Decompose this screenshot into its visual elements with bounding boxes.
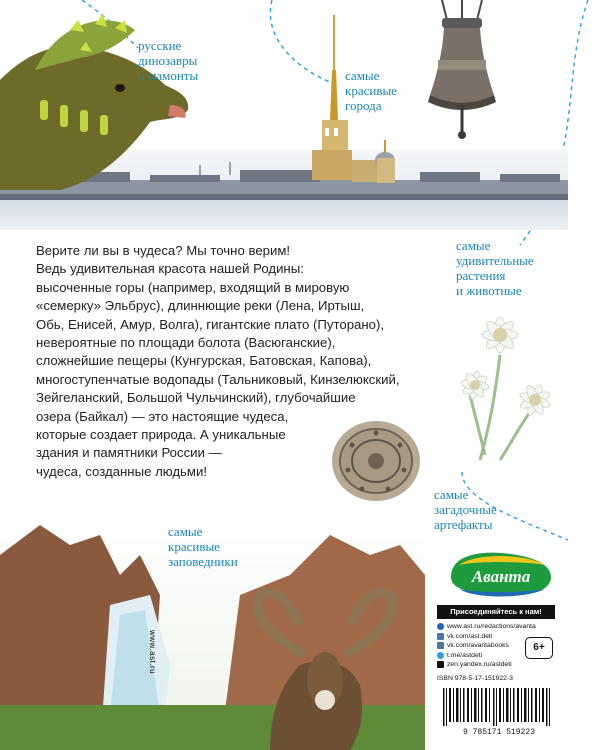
- description-line: которые создает природа. А уникальные: [36, 427, 286, 443]
- description-line: Ведь удивительная красота нашей Родины:: [36, 261, 304, 277]
- description-line: «семерку» Эльбрус), длиннющие реки (Лена, Иртыш,: [36, 298, 365, 314]
- description-line: Обь, Енисей, Амур, Волга), гигантские плато (Путорано),: [36, 316, 385, 332]
- link-zen[interactable]: zen.yandex.ru/astdeti: [437, 660, 561, 670]
- description-line: невероятные по площади болота (Васюганские),: [36, 335, 336, 351]
- description-line: Зейгеланский, Большой Чульчинский), глубочайшие: [36, 390, 356, 406]
- isbn-number: ISBN 978-5-17-151922-3: [437, 675, 513, 682]
- label-cities: самые красивые города: [345, 68, 397, 113]
- vk-icon: [437, 642, 444, 649]
- brand-name: Аванта: [471, 567, 531, 586]
- avanta-logo: [445, 547, 557, 599]
- description-line: высоченные горы (например, входящий в мировую: [36, 279, 350, 295]
- description-line: сложнейшие пещеры (Кунгурская, Батовская, Капова),: [36, 353, 372, 369]
- zen-icon: [437, 661, 444, 668]
- description-line: здания и памятники России —: [36, 445, 222, 461]
- label-artifacts: самые загадочные артефакты: [434, 487, 497, 532]
- edelweiss-flowers-image: [440, 295, 570, 465]
- description-line: чудеса, созданные людьми!: [36, 463, 208, 479]
- description-line: озера (Байкал) — это настоящие чудеса,: [36, 408, 289, 424]
- link-website[interactable]: www.ast.ru/redactions/avanta: [437, 622, 561, 632]
- join-banner: Присоединяйтесь к нам!: [437, 605, 555, 619]
- barcode-number: 9 785171 519223: [462, 728, 536, 736]
- link-vk-astdeti[interactable]: vk.com/ast.deti: [437, 632, 561, 642]
- label-plants: самые удивительные растения и животные: [456, 238, 534, 298]
- publisher-panel: [427, 545, 589, 750]
- description-line: Верите ли вы в чудеса? Мы точно верим!: [36, 243, 291, 258]
- link-vk-avantabooks[interactable]: vk.com/avantabooks: [437, 641, 561, 651]
- description-line: многоступенчатые водопады (Тальниковый, Кинзелюкский,: [36, 371, 400, 387]
- website-vertical[interactable]: www.ast.ru: [148, 630, 157, 675]
- label-reserves: самые красивые заповедники: [168, 524, 238, 569]
- age-rating-badge: 6+: [525, 637, 553, 659]
- description-text: [36, 242, 456, 481]
- globe-icon: [437, 623, 444, 630]
- label-dinosaurs: русские динозавры и мамонты: [138, 38, 199, 83]
- barcode-image: [437, 686, 561, 736]
- bell-image: [412, 0, 512, 140]
- link-telegram[interactable]: t.me/astdeti: [437, 651, 561, 661]
- telegram-icon: [437, 652, 444, 659]
- vk-icon: [437, 633, 444, 640]
